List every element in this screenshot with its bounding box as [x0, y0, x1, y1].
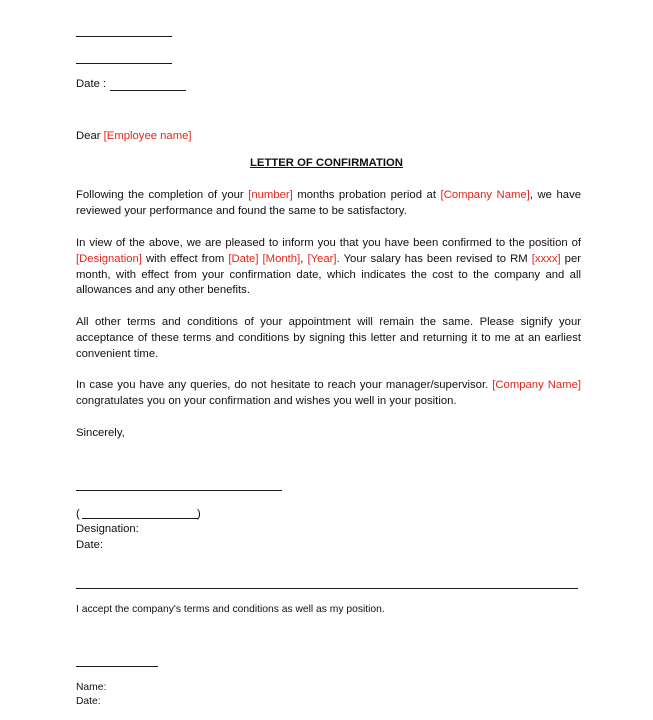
designation-label: Designation:	[76, 523, 139, 535]
designation-placeholder: [Designation]	[76, 252, 142, 265]
signatory-name-line	[82, 518, 198, 519]
para2-text-4: per month, with effect from your confirmation date, which indicates the cost to the company and all allowances and any other benefits.	[76, 252, 582, 297]
para2-text-2: with effect from	[141, 252, 229, 265]
acceptance-name-label: Name:	[76, 682, 107, 693]
signature-date-label: Date:	[76, 539, 104, 551]
signatory-name-close-paren: )	[197, 508, 201, 520]
number-placeholder: [number]	[248, 189, 293, 201]
section-separator	[76, 588, 578, 589]
acceptance-date-label: Date:	[76, 696, 101, 707]
employee-name-placeholder: [Employee name]	[103, 130, 192, 142]
paragraph-confirmation: In view of the above, we are pleased to inform you that you have been confirmed to the position of [Designation] with effect from [Date] [Month], [Year]. Your salary has been revised to RM [xxxx] per month, with effect from your confirmation date, which indicates the cost to the company and all allowances and any other benefits.	[76, 237, 582, 297]
month-placeholder: [Month]	[262, 252, 301, 265]
acceptance-signature-line	[76, 666, 158, 667]
letter-title: LETTER OF CONFIRMATION	[250, 157, 403, 169]
para1-text-2: months probation period at	[292, 189, 441, 201]
salutation	[76, 129, 192, 145]
date-blank-line	[110, 90, 186, 91]
para1-text-1: Following the completion of your	[76, 189, 249, 201]
para2-text-3: . Your salary has been revised to RM	[336, 252, 532, 265]
company-name-placeholder-2: [Company Name]	[492, 379, 581, 391]
dear-text: Dear	[76, 130, 101, 142]
date-field	[76, 77, 106, 93]
company-name-placeholder: [Company Name]	[440, 189, 530, 201]
amount-placeholder: [xxxx]	[531, 252, 561, 265]
address-line-1	[76, 36, 172, 37]
signatory-name-open-paren: (	[76, 508, 80, 520]
closing: Sincerely,	[76, 427, 125, 439]
date-label: Date :	[76, 78, 107, 90]
paragraph-probation	[76, 188, 581, 220]
year-placeholder: [Year]	[307, 252, 337, 265]
para4-text-2: congratulates you on your confirmation and wishes you well in your position.	[76, 394, 457, 407]
acceptance-statement: I accept the company's terms and conditions as well as my position.	[76, 604, 385, 615]
para4-text-1: In case you have any queries, do not hesitate to reach your manager/supervisor.	[76, 379, 493, 391]
signature-line	[76, 490, 282, 491]
para1-text-3: , we have reviewed your performance and found the same to be satisfactory.	[76, 189, 581, 217]
date-placeholder: [Date]	[228, 252, 259, 265]
paragraph-queries	[76, 378, 581, 410]
address-line-2	[76, 63, 172, 64]
paragraph-terms: All other terms and conditions of your appointment will remain the same. Please signify your acceptance of these terms and conditions by signing this letter and returning it to me at an earliest convenient time.	[76, 316, 581, 360]
para2-text-1: In view of the above, we are pleased to inform you that you have been confirmed to the position of	[76, 237, 581, 249]
